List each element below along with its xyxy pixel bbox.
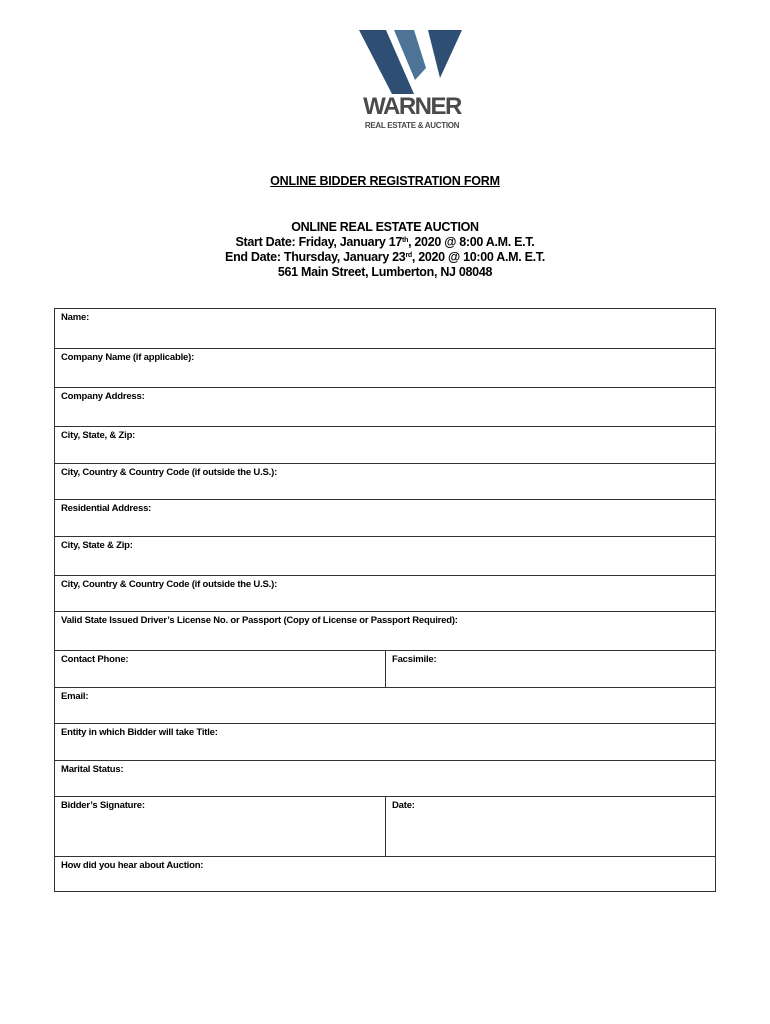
residential-city-state-zip-field[interactable] — [55, 537, 715, 576]
license-field[interactable] — [55, 612, 715, 651]
residential-city-country-field[interactable] — [55, 576, 715, 612]
signature-label: Bidder’s Signature: — [61, 800, 145, 811]
email-field[interactable] — [55, 688, 715, 724]
company-address-label: Company Address: — [61, 391, 145, 402]
signature-date-row — [55, 797, 715, 857]
residential-city-state-zip-label: City, State & Zip: — [61, 540, 133, 551]
contact-phone-field[interactable] — [55, 651, 385, 687]
name-field[interactable] — [55, 309, 715, 349]
phone-fax-row — [55, 651, 715, 688]
entity-field[interactable] — [55, 724, 715, 761]
residential-address-label: Residential Address: — [61, 503, 152, 514]
facsimile-field[interactable] — [385, 651, 715, 687]
end-date: End Date: Thursday, January 23rd, 2020 @ 10:00 A.M. E.T. — [225, 250, 545, 264]
facsimile-label: Facsimile: — [392, 654, 437, 665]
how-heard-label: How did you hear about Auction: — [61, 860, 204, 871]
start-date: Start Date: Friday, January 17th, 2020 @ 8:00 A.M. E.T. — [235, 235, 535, 249]
city-state-zip-label: City, State, & Zip: — [61, 430, 136, 441]
license-label: Valid State Issued Driver’s License No. or Passport (Copy of License or Passport Required): — [61, 615, 458, 626]
entity-label: Entity in which Bidder will take Title: — [61, 727, 218, 738]
registration-form-table — [54, 308, 716, 892]
warner-logo — [356, 28, 468, 132]
auction-heading: ONLINE REAL ESTATE AUCTION — [291, 220, 479, 234]
form-title: ONLINE BIDDER REGISTRATION FORM — [270, 174, 500, 188]
contact-phone-label: Contact Phone: — [61, 654, 129, 665]
email-label: Email: — [61, 691, 89, 702]
date-field[interactable] — [385, 797, 715, 856]
how-heard-field[interactable] — [55, 857, 715, 891]
city-country-label: City, Country & Country Code (if outside the U.S.): — [61, 467, 278, 478]
auction-address: 561 Main Street, Lumberton, NJ 08048 — [277, 265, 493, 279]
company-name-field[interactable] — [55, 349, 715, 388]
residential-address-field[interactable] — [55, 500, 715, 537]
date-label: Date: — [392, 800, 415, 811]
signature-field[interactable] — [55, 797, 385, 856]
warner-w-mark-icon — [356, 28, 468, 96]
residential-city-country-label: City, Country & Country Code (if outside the U.S.): — [61, 579, 278, 590]
auction-header — [0, 220, 770, 280]
company-name-label: Company Name (if applicable): — [61, 352, 195, 363]
city-state-zip-field[interactable] — [55, 427, 715, 464]
logo-name: WARNER — [363, 93, 461, 120]
city-country-field[interactable] — [55, 464, 715, 500]
logo-tagline: REAL ESTATE & AUCTION — [364, 121, 460, 130]
company-address-field[interactable] — [55, 388, 715, 427]
marital-status-field[interactable] — [55, 761, 715, 797]
name-label: Name: — [61, 312, 90, 323]
marital-status-label: Marital Status: — [61, 764, 124, 775]
